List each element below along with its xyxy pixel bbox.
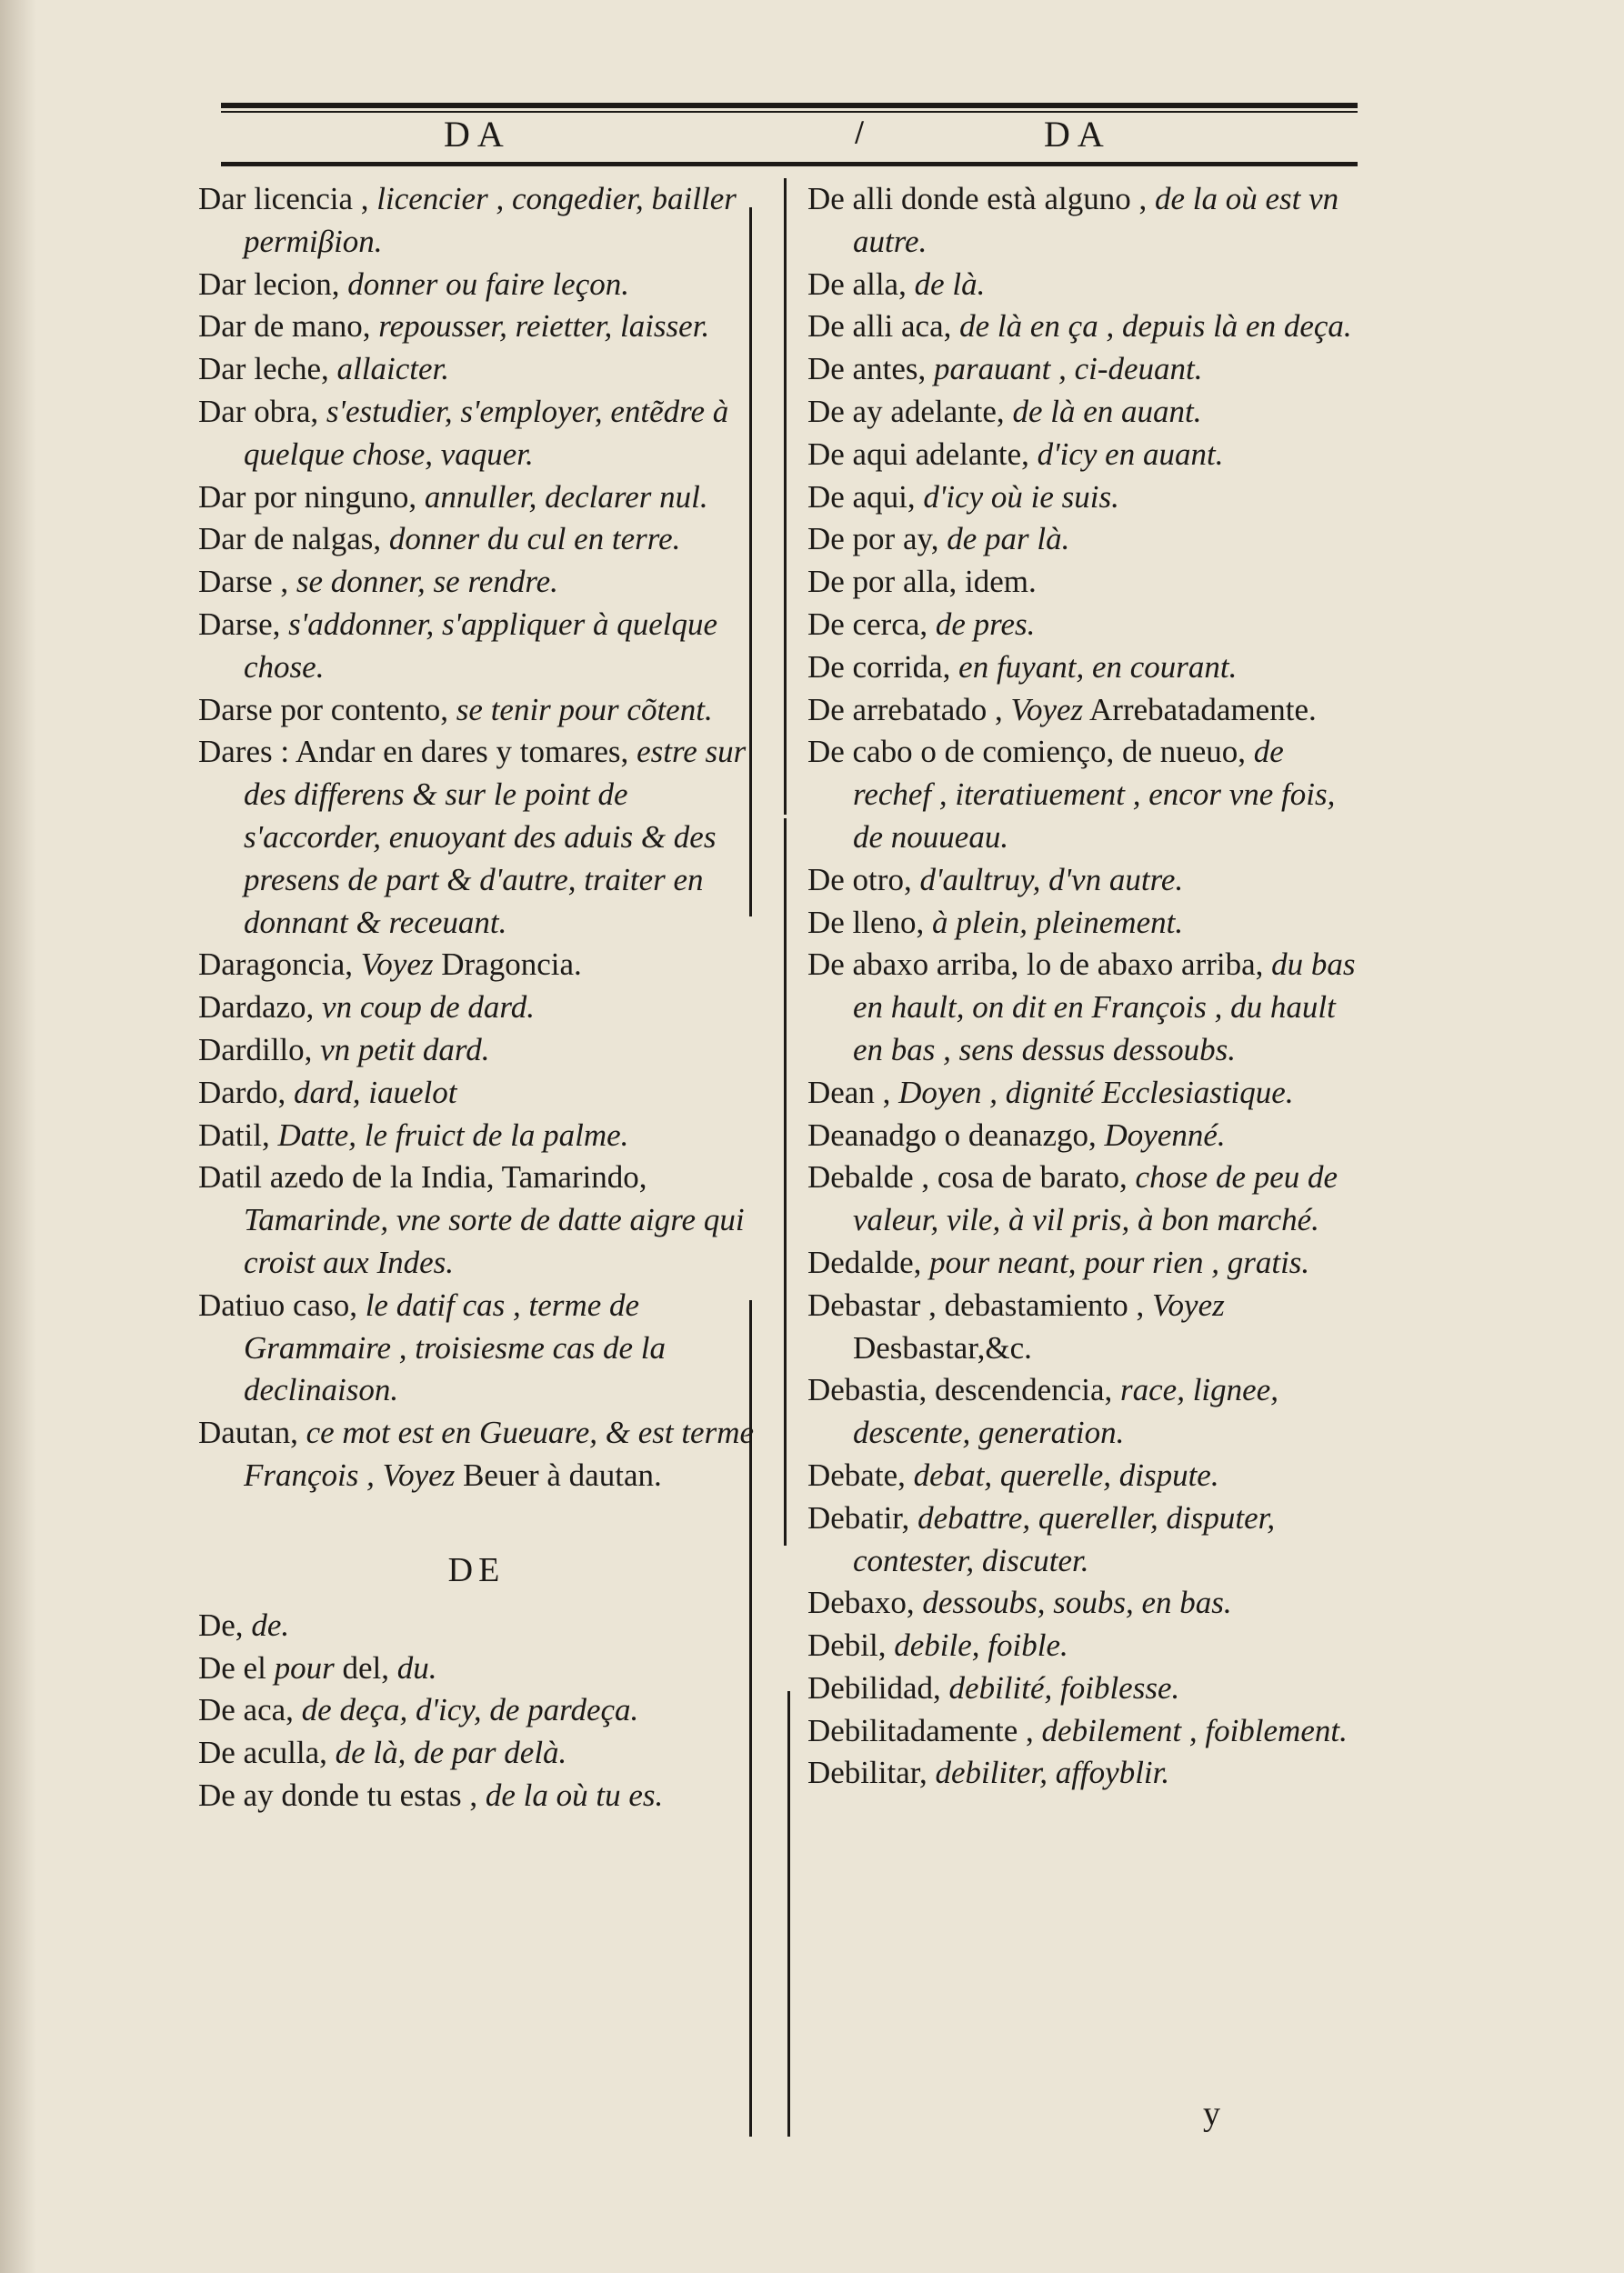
dictionary-entry: [198, 944, 755, 986]
dictionary-entry: [807, 391, 1358, 434]
entry-headword: Dar de mano,: [198, 308, 371, 345]
entry-translation: de là en ça , depuis là en deça.: [959, 308, 1352, 345]
entry-headword: De ay donde tu estas ,: [198, 1777, 478, 1813]
entry-headword: Debilidad,: [807, 1669, 941, 1706]
entry-headword: Debalde , cosa de barato,: [807, 1159, 1128, 1196]
dictionary-entry: [807, 859, 1358, 902]
entry-headword: Deanadgo o deanazgo,: [807, 1116, 1097, 1153]
dictionary-entry: [198, 1732, 755, 1775]
dictionary-entry: [807, 178, 1358, 264]
header-rule-thick: [221, 103, 1358, 108]
dictionary-entry: [198, 1157, 755, 1284]
running-head-right: DA: [1044, 114, 1111, 155]
entry-translation: allaicter.: [336, 351, 450, 387]
entry-translation: chose de peu de valeur, vile, à vil pris, à bon marché.: [853, 1159, 1338, 1238]
entry-headword: Darse ,: [198, 564, 289, 600]
dictionary-entry: [807, 1582, 1358, 1625]
entry-translation: d'icy où ie suis.: [923, 478, 1119, 515]
dictionary-entry: [198, 1689, 755, 1732]
entry-translation: de là.: [914, 265, 986, 302]
entry-headword: Dar lecion,: [198, 265, 340, 302]
column-rule-right-upper: [784, 178, 787, 815]
entry-headword: De el: [198, 1649, 266, 1686]
entry-translation: de deça, d'icy, de pardeça.: [301, 1692, 639, 1728]
dictionary-entry: [198, 1412, 755, 1497]
entry-translation: ce mot est en Gueuare, & est terme François , Voyez: [244, 1415, 755, 1493]
entry-translation: vn petit dard.: [320, 1031, 490, 1067]
entry-translation: repousser, reietter, laisser.: [378, 308, 710, 345]
entry-translation: pour: [274, 1649, 335, 1686]
entry-headword: Debaxo,: [807, 1585, 915, 1621]
entry-crossref: Beuer à dautan.: [455, 1457, 662, 1493]
entry-headword: Dautan,: [198, 1415, 298, 1451]
dictionary-entry: [807, 604, 1358, 646]
entry-headword: Datil,: [198, 1116, 270, 1153]
dictionary-entry: [198, 178, 755, 264]
dictionary-entry: [807, 689, 1358, 732]
entry-translation: Datte, le fruict de la palme.: [277, 1116, 629, 1153]
entry-translation: de par là.: [947, 521, 1070, 557]
entry-translation: Tamarinde, vne sorte de datte aigre qui croist aux Indes.: [244, 1202, 745, 1280]
entry-headword: De por alla, idem.: [807, 564, 1037, 600]
page-gutter-shadow: [0, 0, 36, 2273]
entry-translation: donner ou faire leçon.: [347, 265, 629, 302]
dictionary-entry: [198, 1029, 755, 1072]
entry-translation: du.: [396, 1649, 437, 1686]
dictionary-entry: [198, 1115, 755, 1157]
entry-crossref: del,: [334, 1649, 397, 1686]
dictionary-entry: [198, 348, 755, 391]
section-heading: DE: [447, 1550, 506, 1589]
dictionary-entry: [807, 305, 1358, 348]
entry-headword: De aculla,: [198, 1735, 327, 1771]
dictionary-entry: [807, 348, 1358, 391]
entry-translation: le datif cas , terme de Grammaire , troisiesme cas de la declinaison.: [244, 1287, 667, 1408]
entry-headword: De antes,: [807, 351, 927, 387]
entry-headword: Dares : Andar en dares y tomares,: [198, 734, 629, 770]
entry-headword: Debilitadamente ,: [807, 1712, 1034, 1748]
entry-translation: debattre, quereller, disputer, contester, discuter.: [853, 1499, 1276, 1578]
entry-headword: Dar de nalgas,: [198, 521, 382, 557]
entry-headword: De,: [198, 1607, 244, 1643]
entry-headword: De aqui,: [807, 478, 916, 515]
entry-translation: Voyez: [360, 946, 434, 983]
dictionary-entry: [807, 731, 1358, 858]
dictionary-entry: [807, 1115, 1358, 1157]
dictionary-entry: [807, 1072, 1358, 1115]
entry-translation: d'aultruy, d'vn autre.: [919, 861, 1184, 897]
dictionary-entry: [807, 434, 1358, 476]
entry-translation: debile, foible.: [894, 1627, 1068, 1664]
left-column: [198, 178, 755, 1817]
entry-headword: De lleno,: [807, 904, 925, 940]
entry-headword: Debastar , debastamiento ,: [807, 1287, 1145, 1323]
dictionary-entry: [198, 1605, 755, 1647]
entry-headword: Dar licencia ,: [198, 181, 369, 216]
dictionary-entry: [198, 1072, 755, 1115]
entry-translation: debilement , foiblement.: [1041, 1712, 1348, 1748]
entry-headword: Datil azedo de la India, Tamarindo,: [198, 1159, 647, 1196]
dictionary-entry: [807, 264, 1358, 306]
dictionary-entry: [807, 561, 1358, 604]
entry-translation: de là en auant.: [1012, 393, 1202, 429]
entry-headword: De aca,: [198, 1692, 294, 1728]
entry-translation: estre sur des differens & sur le point de s'accorder, enuoyant des aduis & des presens de part & d'autre, traiter en donnant & receuant.: [244, 734, 747, 940]
dictionary-entry: [198, 986, 755, 1029]
dictionary-entry: [198, 561, 755, 604]
dictionary-entry: [198, 1285, 755, 1412]
entry-translation: Voyez: [1152, 1287, 1225, 1323]
header-rule-thin: [221, 111, 1358, 113]
dictionary-entry: [807, 1157, 1358, 1242]
dictionary-entry: [807, 476, 1358, 519]
entry-headword: Debil,: [807, 1627, 887, 1664]
entry-headword: De alli aca,: [807, 308, 952, 345]
entry-headword: Dardazo,: [198, 989, 315, 1026]
entry-translation: d'icy en auant.: [1037, 436, 1224, 472]
dictionary-entry: [807, 518, 1358, 561]
entry-headword: De corrida,: [807, 648, 951, 685]
entry-translation: licencier , congedier, bailler permiβion.: [244, 181, 737, 259]
dictionary-entry: [807, 1497, 1358, 1583]
dictionary-entry: [198, 391, 755, 476]
entry-translation: du bas en hault, on dit en François , du hault en bas , sens dessus dessoubs.: [853, 946, 1356, 1067]
entry-translation: s'estudier, s'employer, entẽdre à quelque chose, vaquer.: [244, 393, 729, 472]
entry-translation: pour neant, pour rien , gratis.: [929, 1244, 1310, 1280]
entry-crossref: Dragoncia.: [433, 946, 582, 983]
dictionary-entry: [807, 1752, 1358, 1795]
dictionary-entry: [198, 518, 755, 561]
dictionary-entry: [807, 1625, 1358, 1667]
entry-headword: Daragoncia,: [198, 946, 354, 983]
entry-headword: Darse por contento,: [198, 691, 449, 727]
entry-headword: De alla,: [807, 265, 907, 302]
entry-translation: de.: [251, 1607, 290, 1643]
section-spacer: [198, 1497, 755, 1534]
column-rule-right-lower: [787, 1691, 790, 2137]
entry-translation: debilité, foiblesse.: [948, 1669, 1180, 1706]
dictionary-entry: [198, 264, 755, 306]
entry-translation: Voyez: [1010, 691, 1084, 727]
entry-translation: debat, querelle, dispute.: [913, 1457, 1219, 1493]
entry-crossref: Arrebatadamente.: [1083, 691, 1317, 727]
entry-translation: annuller, declarer nul.: [424, 478, 708, 515]
dictionary-entry: [807, 1710, 1358, 1753]
entry-translation: de la où tu es.: [485, 1777, 664, 1813]
entry-headword: De abaxo arriba, lo de abaxo arriba,: [807, 946, 1264, 983]
dictionary-entry: [198, 305, 755, 348]
entry-headword: De aqui adelante,: [807, 436, 1029, 472]
dictionary-entry: [198, 604, 755, 689]
entry-headword: Dar obra,: [198, 393, 319, 429]
entry-headword: Dedalde,: [807, 1244, 922, 1280]
dictionary-entry: [807, 944, 1358, 1071]
entry-headword: De alli donde està alguno ,: [807, 181, 1148, 216]
right-column: [807, 178, 1358, 1795]
entry-headword: De cerca,: [807, 606, 928, 642]
dictionary-entry: [807, 902, 1358, 945]
entry-translation: à plein, pleinement.: [932, 904, 1184, 940]
entry-translation: de rechef , iteratiuement , encor vne fois, de nouueau.: [853, 734, 1336, 855]
dictionary-entry: [807, 1455, 1358, 1497]
entry-headword: De arrebatado ,: [807, 691, 1003, 727]
entry-translation: donner du cul en terre.: [388, 521, 681, 557]
running-head-left: DA: [444, 114, 511, 155]
entry-headword: De otro,: [807, 861, 912, 897]
entry-translation: parauant , ci-deuant.: [933, 351, 1203, 387]
entry-headword: De cabo o de comienço, de nueuo,: [807, 734, 1247, 770]
entry-translation: Doyenné.: [1104, 1116, 1226, 1153]
entry-translation: debiliter, affoyblir.: [935, 1755, 1170, 1791]
entry-translation: vn coup de dard.: [322, 989, 535, 1026]
dictionary-entry: [198, 1775, 755, 1817]
entry-translation: dard, iauelot: [293, 1074, 457, 1110]
entry-headword: Dean ,: [807, 1074, 891, 1110]
entry-translation: race, lignee, descente, generation.: [853, 1372, 1278, 1451]
dictionary-entry: [807, 1242, 1358, 1285]
entry-headword: Debilitar,: [807, 1755, 927, 1791]
header-rule-bottom: [221, 162, 1358, 166]
entry-headword: Debatir,: [807, 1499, 910, 1536]
dictionary-entry: [198, 731, 755, 944]
entry-translation: dessoubs, soubs, en bas.: [922, 1585, 1232, 1621]
entry-headword: De por ay,: [807, 521, 939, 557]
entry-translation: de là, de par delà.: [335, 1735, 567, 1771]
entry-headword: Dar leche,: [198, 351, 329, 387]
entry-translation: se tenir pour cõtent.: [456, 691, 713, 727]
entry-translation: Doyen , dignité Ecclesiastique.: [898, 1074, 1294, 1110]
entry-translation: se donner, se rendre.: [296, 564, 558, 600]
entry-headword: Dar por ninguno,: [198, 478, 417, 515]
dictionary-entry: [807, 1369, 1358, 1455]
entry-headword: Datiuo caso,: [198, 1287, 357, 1323]
entry-headword: Debastia, descendencia,: [807, 1372, 1113, 1408]
entry-headword: Dardillo,: [198, 1031, 313, 1067]
dictionary-entry: [198, 689, 755, 732]
entry-headword: Debate,: [807, 1457, 906, 1493]
signature-mark: y: [1203, 2095, 1220, 2133]
entry-translation: s'addonner, s'appliquer à quelque chose.: [244, 606, 718, 685]
entry-translation: en fuyant, en courant.: [958, 648, 1238, 685]
entry-headword: Dardo,: [198, 1074, 286, 1110]
dictionary-entry: [807, 1667, 1358, 1710]
entry-crossref: Desbastar,&c.: [853, 1329, 1032, 1366]
entry-headword: De ay adelante,: [807, 393, 1005, 429]
dictionary-entry: [807, 1285, 1358, 1370]
entry-headword: Darse,: [198, 606, 281, 642]
entry-translation: de la où est vn autre.: [853, 181, 1339, 259]
dictionary-entry: [807, 646, 1358, 689]
column-rule-right-middle: [784, 818, 787, 1546]
header-mark: /: [855, 116, 865, 148]
dictionary-entry: [198, 1647, 755, 1690]
entry-translation: de pres.: [935, 606, 1036, 642]
dictionary-entry: [198, 476, 755, 519]
